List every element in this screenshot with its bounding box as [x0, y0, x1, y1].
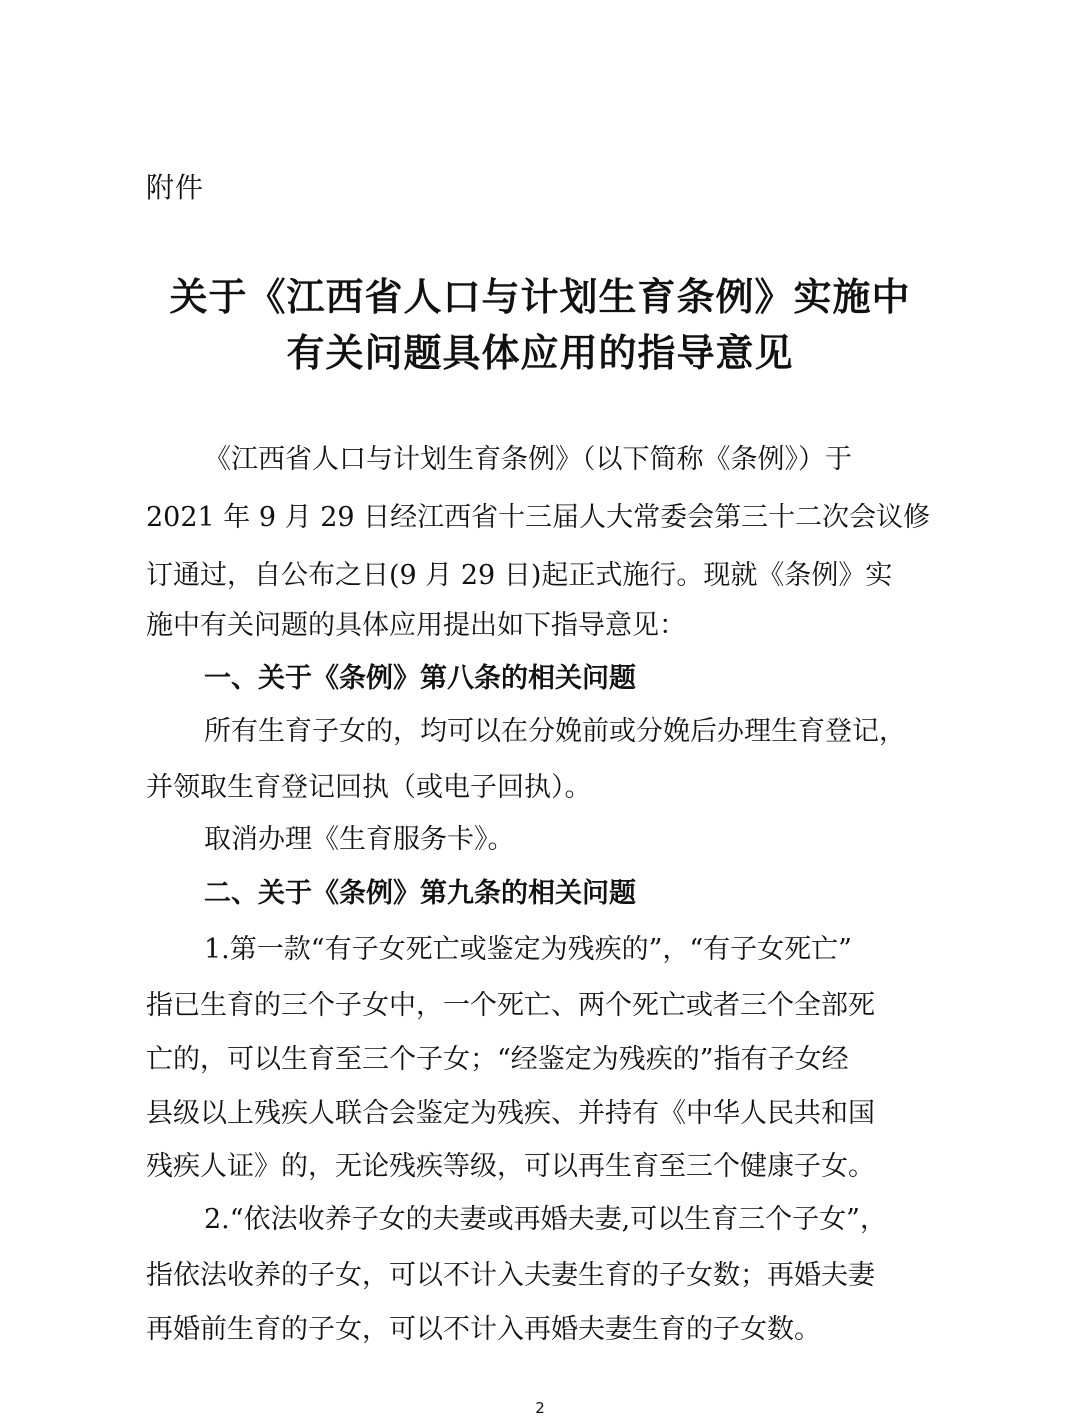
paragraph-intro-line: 《江西省人口与计划生育条例》（以下简称《条例》）于 [204, 444, 852, 475]
paragraph-line: 1.第一款“有子女死亡或鉴定为残疾的”，“有子女死亡” [204, 934, 852, 965]
paragraph-line: 2.“依法收养子女的夫妻或再婚夫妻,可以生育三个子女”， [204, 1204, 887, 1235]
page-number: 2 [535, 1399, 545, 1417]
attachment-label: 附件 [146, 171, 205, 204]
document-title-line-2: 有关问题具体应用的指导意见 [286, 331, 794, 375]
paragraph-line: 县级以上残疾人联合会鉴定为残疾、并持有《中华人民共和国 [146, 1098, 875, 1129]
paragraph-intro-line: 订通过，自公布之日(9 月 29 日)起正式施行。现就《条例》实 [146, 560, 893, 591]
paragraph-line: 所有生育子女的，均可以在分娩前或分娩后办理生育登记， [204, 716, 906, 747]
document-title-line-1: 关于《江西省人口与计划生育条例》实施中 [169, 275, 911, 319]
paragraph-intro-line: 施中有关问题的具体应用提出如下指导意见： [146, 610, 686, 641]
paragraph-line: 残疾人证》的，无论残疾等级，可以再生育至三个健康子女。 [146, 1151, 875, 1182]
section-heading-2: 二、关于《条例》第九条的相关问题 [204, 878, 636, 909]
paragraph-line: 指已生育的三个子女中，一个死亡、两个死亡或者三个全部死 [146, 990, 875, 1021]
paragraph-line: 取消办理《生育服务卡》。 [204, 824, 515, 855]
paragraph-intro-line: 2021 年 9 月 29 日经江西省十三届人大常委会第三十二次会议修 [146, 502, 931, 533]
section-heading-1: 一、关于《条例》第八条的相关问题 [204, 663, 636, 694]
paragraph-line: 指依法收养的子女，可以不计入夫妻生育的子女数；再婚夫妻 [146, 1260, 875, 1291]
paragraph-line: 再婚前生育的子女，可以不计入再婚夫妻生育的子女数。 [146, 1314, 821, 1345]
paragraph-line: 亡的，可以生育至三个子女；“经鉴定为残疾的”指有子女经 [146, 1044, 849, 1075]
paragraph-line: 并领取生育登记回执（或电子回执）。 [146, 772, 592, 803]
